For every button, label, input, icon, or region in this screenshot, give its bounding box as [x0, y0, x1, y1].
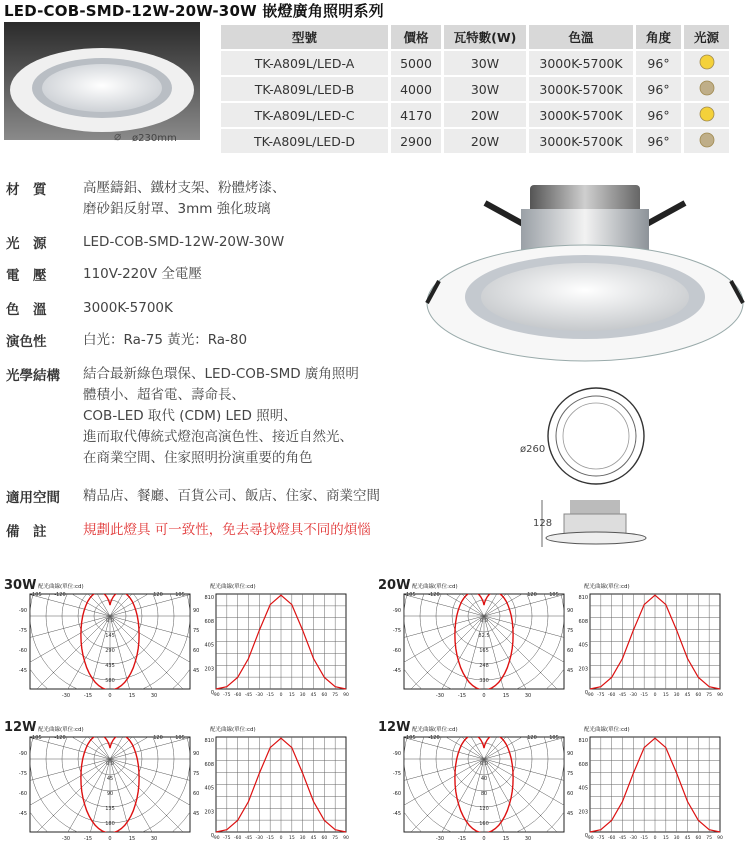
cell-price: 4000 [391, 77, 441, 101]
x-tick-label: 30 [299, 836, 306, 841]
tick-label: 15 [128, 693, 136, 699]
x-tick-label: 75 [706, 836, 713, 841]
x-tick-label: -60 [233, 693, 242, 698]
x-tick-label: -90 [212, 693, 220, 698]
x-tick-label: -15 [640, 836, 648, 841]
x-tick-label: 15 [288, 836, 295, 841]
y-tick-label: 810 [204, 738, 214, 744]
tick-label: -105 [404, 735, 416, 741]
chart-group-label-12w-left: 12W [4, 720, 37, 735]
x-tick-label: 75 [332, 693, 339, 698]
y-tick-label: 203 [578, 809, 588, 816]
x-tick-label: -75 [223, 836, 231, 841]
cell-model: TK-A809L/LED-D [221, 129, 388, 153]
col-angle-header: 角度 [636, 25, 681, 49]
tick-label: 45 [567, 668, 574, 674]
cartesian-chart [204, 582, 349, 698]
x-tick-label: -60 [607, 836, 616, 841]
x-tick-label: 0 [279, 836, 283, 841]
tick-label: 75 [193, 771, 200, 777]
ring-label: 135 [105, 806, 115, 812]
cell-watt: 30W [444, 77, 526, 101]
x-tick-label: -30 [255, 693, 264, 698]
cutout-label: ø230mm [132, 133, 177, 144]
cartesian-chart [578, 582, 723, 698]
tick-label: -120 [428, 735, 440, 741]
tick-label: -90 [18, 751, 27, 757]
ring-label: 0.0 [106, 618, 114, 624]
cell-angle: 96° [636, 51, 681, 75]
ring-label: 90 [106, 791, 114, 797]
tick-label: -90 [18, 608, 27, 614]
tick-label: -30 [61, 693, 71, 699]
cell-temp: 3000K-5700K [529, 103, 633, 127]
chart-title: 配光曲線(單位:cd) [210, 584, 256, 590]
tick-label: -120 [54, 735, 66, 741]
tick-label: -120 [428, 592, 440, 598]
y-tick-label: 0 [584, 690, 588, 696]
y-tick-label: 405 [578, 642, 588, 649]
chart-group-label-30w: 30W [4, 578, 37, 593]
tick-label: -90 [392, 751, 401, 757]
y-tick-label: 608 [204, 618, 214, 625]
y-tick-label: 0 [210, 690, 214, 696]
chart-title: 配光曲線(單位:cd) [412, 584, 458, 590]
cartesian-chart [204, 725, 349, 841]
y-tick-label: 0 [584, 833, 588, 839]
chart-title: 配光曲線(單位:cd) [210, 727, 256, 733]
tick-label: -60 [18, 791, 27, 797]
tick-label: -15 [83, 693, 93, 699]
chart-title: 配光曲線(單位:cd) [584, 727, 630, 733]
ring-label: 120 [479, 806, 489, 812]
x-tick-label: -15 [640, 693, 648, 698]
x-tick-label: 15 [662, 836, 669, 841]
chart-title: 配光曲線(單位:cd) [38, 584, 84, 590]
y-tick-label: 608 [578, 618, 588, 625]
chart-title: 配光曲線(單位:cd) [412, 727, 458, 733]
x-tick-label: 15 [662, 693, 669, 698]
tick-label: 30 [150, 693, 158, 699]
y-tick-label: 0 [210, 833, 214, 839]
x-tick-label: -30 [629, 836, 638, 841]
tick-label: 75 [567, 771, 574, 777]
tick-label: -75 [392, 771, 401, 777]
x-tick-label: -60 [607, 693, 616, 698]
tick-label: -75 [18, 628, 27, 634]
y-tick-label: 608 [204, 761, 214, 768]
ring-label: 80 [480, 791, 488, 797]
tick-label: -60 [392, 648, 401, 654]
x-tick-label: -15 [266, 836, 274, 841]
col-model-header: 型號 [221, 25, 388, 49]
height-label: 128 [533, 518, 553, 529]
tick-label: 105 [175, 592, 185, 598]
y-tick-label: 810 [578, 595, 588, 601]
cutout-icon: ⌀ [114, 129, 122, 143]
tick-label: 60 [193, 791, 200, 797]
ring-label: 435 [105, 663, 115, 669]
tick-label: 45 [193, 811, 200, 817]
ring-label: 82.5 [478, 633, 490, 639]
x-tick-label: 45 [684, 836, 691, 841]
ring-label: 248 [479, 663, 489, 669]
chart-group-label-20w: 20W [378, 578, 411, 593]
cell-model: TK-A809L/LED-B [221, 77, 388, 101]
y-tick-label: 810 [578, 738, 588, 744]
chart-group-label-12w-right: 12W [378, 720, 411, 735]
tick-label: 105 [549, 735, 559, 741]
x-tick-label: -30 [255, 836, 264, 841]
tick-label: -15 [457, 836, 467, 842]
tick-label: -120 [54, 592, 66, 598]
y-tick-label: 810 [204, 595, 214, 601]
cell-price: 5000 [391, 51, 441, 75]
x-tick-label: 90 [717, 693, 723, 698]
cell-angle: 96° [636, 77, 681, 101]
tick-label: -30 [61, 836, 71, 842]
tick-label: -105 [30, 592, 42, 598]
x-tick-label: 75 [332, 836, 339, 841]
tick-label: 15 [128, 836, 136, 842]
tick-label: 0 [108, 836, 112, 842]
tick-label: -45 [392, 811, 401, 817]
x-tick-label: -45 [244, 693, 253, 698]
cell-watt: 20W [444, 103, 526, 127]
x-tick-label: -90 [586, 836, 594, 841]
tick-label: 90 [193, 751, 200, 757]
tick-label: 30 [524, 693, 532, 699]
tick-label: 90 [193, 608, 200, 614]
ring-label: 0.0 [480, 618, 488, 624]
x-tick-label: -90 [212, 836, 220, 841]
x-tick-label: 90 [717, 836, 723, 841]
x-tick-label: 0 [653, 836, 657, 841]
tick-label: 90 [567, 751, 574, 757]
tick-label: -105 [404, 592, 416, 598]
page-title: LED-COB-SMD-12W-20W-30W 嵌燈廣角照明系列 [4, 2, 384, 20]
cell-temp: 3000K-5700K [529, 77, 633, 101]
tick-label: 45 [567, 811, 574, 817]
ring-label: 160 [479, 821, 489, 827]
tick-label: 75 [567, 628, 574, 634]
tick-label: 75 [193, 628, 200, 634]
x-tick-label: 60 [321, 693, 328, 698]
cell-angle: 96° [636, 103, 681, 127]
x-tick-label: -75 [597, 693, 605, 698]
x-tick-label: -45 [244, 836, 253, 841]
tick-label: -105 [30, 735, 42, 741]
x-tick-label: -30 [629, 693, 638, 698]
tick-label: -90 [392, 608, 401, 614]
cell-price: 2900 [391, 129, 441, 153]
x-tick-label: 60 [321, 836, 328, 841]
y-tick-label: 203 [204, 809, 214, 816]
tick-label: 120 [527, 592, 537, 598]
tick-label: -45 [18, 811, 27, 817]
x-tick-label: 90 [343, 693, 349, 698]
col-temp-header: 色溫 [529, 25, 633, 49]
x-tick-label: 45 [684, 693, 691, 698]
x-tick-label: -45 [618, 836, 627, 841]
tick-label: -30 [435, 693, 445, 699]
tick-label: 0 [482, 836, 486, 842]
tick-label: 15 [502, 693, 510, 699]
ring-label: 290 [105, 648, 115, 654]
x-tick-label: 75 [706, 693, 713, 698]
tick-label: -15 [457, 693, 467, 699]
tick-label: 90 [567, 608, 574, 614]
x-tick-label: 30 [673, 836, 680, 841]
tick-label: -15 [83, 836, 93, 842]
tick-label: 120 [153, 735, 163, 741]
cartesian-chart [578, 725, 723, 841]
ring-label: 0.0 [106, 761, 114, 767]
tick-label: 120 [153, 592, 163, 598]
y-tick-label: 405 [578, 785, 588, 792]
tick-label: -60 [392, 791, 401, 797]
diameter-label: ø260 [520, 444, 546, 455]
tick-label: 0 [108, 693, 112, 699]
tick-label: 0 [482, 693, 486, 699]
x-tick-label: 0 [653, 693, 657, 698]
chart-title: 配光曲線(單位:cd) [38, 727, 84, 733]
x-tick-label: 45 [310, 836, 317, 841]
ring-label: 0.0 [480, 761, 488, 767]
tick-label: 30 [524, 836, 532, 842]
x-tick-label: 15 [288, 693, 295, 698]
x-tick-label: 30 [673, 693, 680, 698]
x-tick-label: -45 [618, 693, 627, 698]
tick-label: 60 [193, 648, 200, 654]
x-tick-label: 0 [279, 693, 283, 698]
tick-label: 60 [567, 648, 574, 654]
y-tick-label: 405 [204, 642, 214, 649]
ring-label: 330 [479, 678, 489, 684]
tick-label: 105 [175, 735, 185, 741]
tick-label: -45 [392, 668, 401, 674]
tick-label: -75 [18, 771, 27, 777]
ring-label: 45 [106, 776, 114, 782]
tick-label: -75 [392, 628, 401, 634]
tick-label: -60 [18, 648, 27, 654]
tick-label: 120 [527, 735, 537, 741]
col-watt-header: 瓦特數(W) [444, 25, 526, 49]
y-tick-label: 405 [204, 785, 214, 792]
y-tick-label: 203 [578, 666, 588, 673]
x-tick-label: -15 [266, 693, 274, 698]
cell-angle: 96° [636, 129, 681, 153]
tick-label: 45 [193, 668, 200, 674]
cell-model: TK-A809L/LED-C [221, 103, 388, 127]
chart-title: 配光曲線(單位:cd) [584, 584, 630, 590]
cell-price: 4170 [391, 103, 441, 127]
ring-label: 40 [480, 776, 488, 782]
x-tick-label: -60 [233, 836, 242, 841]
ring-label: 180 [105, 821, 115, 827]
x-tick-label: -75 [597, 836, 605, 841]
tick-label: 60 [567, 791, 574, 797]
x-tick-label: 30 [299, 693, 306, 698]
ring-label: 165 [479, 648, 489, 654]
col-price-header: 價格 [391, 25, 441, 49]
ring-label: 145 [105, 633, 115, 639]
x-tick-label: 90 [343, 836, 349, 841]
cell-temp: 3000K-5700K [529, 51, 633, 75]
x-tick-label: 60 [695, 836, 702, 841]
tick-label: -45 [18, 668, 27, 674]
cell-watt: 30W [444, 51, 526, 75]
x-tick-label: -75 [223, 693, 231, 698]
y-tick-label: 203 [204, 666, 214, 673]
tick-label: 105 [549, 592, 559, 598]
tick-label: 15 [502, 836, 510, 842]
col-source-header: 光源 [684, 25, 729, 49]
y-tick-label: 608 [578, 761, 588, 768]
ring-label: 580 [105, 678, 115, 684]
cell-model: TK-A809L/LED-A [221, 51, 388, 75]
x-tick-label: -90 [586, 693, 594, 698]
x-tick-label: 45 [310, 693, 317, 698]
x-tick-label: 60 [695, 693, 702, 698]
cell-watt: 20W [444, 129, 526, 153]
cell-temp: 3000K-5700K [529, 129, 633, 153]
tick-label: 30 [150, 836, 158, 842]
tick-label: -30 [435, 836, 445, 842]
